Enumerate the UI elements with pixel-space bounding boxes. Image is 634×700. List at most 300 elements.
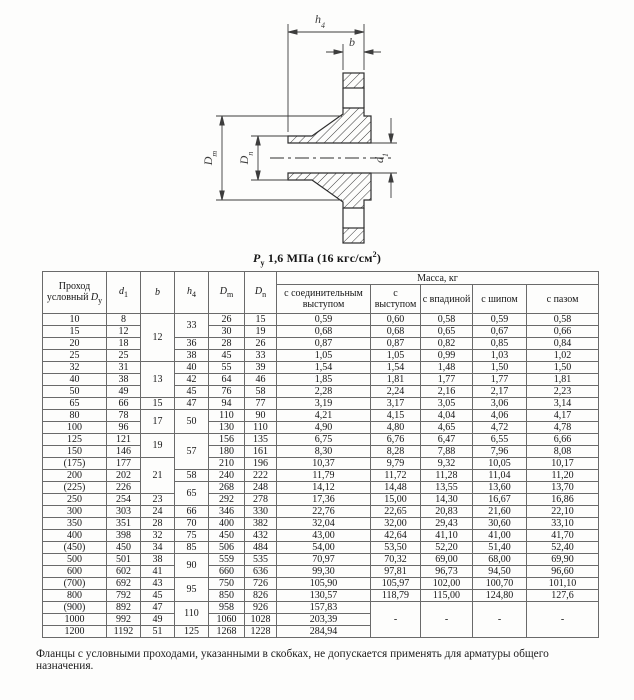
table-cell: 121: [107, 434, 141, 446]
table-cell: 0,84: [527, 338, 599, 350]
table-cell: 1028: [245, 614, 277, 626]
table-row: [43, 446, 599, 458]
table-cell: 76: [209, 386, 245, 398]
table-cell: 14,48: [371, 482, 421, 494]
table-cell: 17: [141, 410, 175, 434]
table-cell: 4,65: [421, 422, 473, 434]
table-cell: 69,90: [527, 554, 599, 566]
table-cell: -: [527, 602, 599, 638]
table-cell: 4,15: [371, 410, 421, 422]
table-cell: 0,60: [371, 314, 421, 326]
table-cell: 38: [141, 554, 175, 566]
header-mass-col: с пазом: [527, 285, 599, 314]
table-cell: 826: [245, 590, 277, 602]
table-cell: 240: [209, 470, 245, 482]
table-cell: 42: [175, 374, 209, 386]
header-dy: Проход условный $D_у$: [43, 272, 107, 314]
table-cell: 750: [209, 578, 245, 590]
table-cell: 222: [245, 470, 277, 482]
table-cell: 2,28: [277, 386, 371, 398]
table-cell: -: [371, 602, 421, 638]
table-cell: 24: [141, 506, 175, 518]
dimension-d1: [371, 118, 397, 198]
svg-text:h4: $h_4$: [315, 12, 325, 30]
table-row: [43, 506, 599, 518]
table-cell: (900): [43, 602, 107, 614]
table-cell: 124,80: [473, 590, 527, 602]
svg-text:Dm: $D_m$: [201, 150, 219, 166]
table-cell: 268: [209, 482, 245, 494]
table-cell: 1,81: [527, 374, 599, 386]
table-cell: 303: [107, 506, 141, 518]
table-cell: 1,50: [473, 362, 527, 374]
table-cell: 382: [245, 518, 277, 530]
table-cell: 4,78: [527, 422, 599, 434]
table-cell: 127,6: [527, 590, 599, 602]
table-cell: 41,00: [473, 530, 527, 542]
table-cell: 94,50: [473, 566, 527, 578]
table-cell: 284,94: [277, 626, 371, 638]
table-cell: 52,20: [421, 542, 473, 554]
table-cell: 15: [141, 398, 175, 410]
table-cell: 8: [107, 314, 141, 326]
table-cell: 1,77: [473, 374, 527, 386]
table-cell: 29,43: [421, 518, 473, 530]
table-cell: 0,82: [421, 338, 473, 350]
table-cell: 6,66: [527, 434, 599, 446]
table-cell: 292: [209, 494, 245, 506]
table-cell: 9,79: [371, 458, 421, 470]
table-cell: (175): [43, 458, 107, 470]
table-cell: 96: [107, 422, 141, 434]
table-cell: 0,66: [527, 326, 599, 338]
table-row: [43, 398, 599, 410]
table-cell: 4,06: [473, 410, 527, 422]
svg-text:b: b: [349, 35, 355, 49]
table-cell: 432: [245, 530, 277, 542]
table-cell: 13,55: [421, 482, 473, 494]
header-h4: $h_4$: [175, 272, 209, 314]
table-cell: 45: [175, 386, 209, 398]
table-cell: 13,60: [473, 482, 527, 494]
table-cell: 800: [43, 590, 107, 602]
pressure-caption: $P_у$ 1,6 МПа (16 кгс/$см^2$): [252, 250, 382, 268]
table-cell: 14,12: [277, 482, 371, 494]
table-cell: 660: [209, 566, 245, 578]
table-cell: 4,04: [421, 410, 473, 422]
table-cell: 3,14: [527, 398, 599, 410]
table-cell: 39: [245, 362, 277, 374]
table-cell: 4,72: [473, 422, 527, 434]
table-cell: 45: [209, 350, 245, 362]
table-row: [43, 362, 599, 374]
table-row: [43, 542, 599, 554]
table-header: [43, 272, 599, 314]
table-cell: 18: [107, 338, 141, 350]
table-cell: 90: [245, 410, 277, 422]
table-cell: 54,00: [277, 542, 371, 554]
footnote: Фланцы с условными проходами, указанными в скобках, не допускается применять для арматуры общего назначения.: [36, 648, 549, 673]
header-mass-col: с шипом: [473, 285, 527, 314]
table-cell: 203,39: [277, 614, 371, 626]
table-cell: 47: [175, 398, 209, 410]
table-cell: 32: [141, 530, 175, 542]
header-mass-col: с впадиной: [421, 285, 473, 314]
table-row: [43, 326, 599, 338]
table-cell: 450: [107, 542, 141, 554]
table-row: [43, 578, 599, 590]
svg-text:Dn: $D_n$: [237, 151, 255, 165]
table-cell: 602: [107, 566, 141, 578]
table-cell: 26: [245, 338, 277, 350]
table-cell: 110: [209, 410, 245, 422]
table-cell: 210: [209, 458, 245, 470]
table-cell: 20,83: [421, 506, 473, 518]
table-cell: 1,50: [527, 362, 599, 374]
table-cell: 1,81: [371, 374, 421, 386]
table-cell: 38: [175, 350, 209, 362]
table-cell: 90: [175, 554, 209, 578]
table-cell: 6,76: [371, 434, 421, 446]
table-cell: 100: [43, 422, 107, 434]
table-cell: 66: [175, 506, 209, 518]
table-cell: 23: [141, 494, 175, 506]
table-cell: 50: [43, 386, 107, 398]
table-cell: 559: [209, 554, 245, 566]
table-cell: -: [473, 602, 527, 638]
table-cell: 9,32: [421, 458, 473, 470]
table-cell: 792: [107, 590, 141, 602]
table-cell: 38: [107, 374, 141, 386]
header-dn: $D_n$: [245, 272, 277, 314]
table-row: [43, 602, 599, 614]
table-cell: 21,60: [473, 506, 527, 518]
table-cell: 726: [245, 578, 277, 590]
table-cell: 484: [245, 542, 277, 554]
table-row: [43, 422, 599, 434]
table-cell: 46: [245, 374, 277, 386]
table-cell: 105,90: [277, 578, 371, 590]
table-cell: 50: [175, 410, 209, 434]
table-cell: 248: [245, 482, 277, 494]
table-cell: 196: [245, 458, 277, 470]
table-cell: 78: [107, 410, 141, 422]
header-mass-col: с выступом: [371, 285, 421, 314]
table-cell: 0,68: [277, 326, 371, 338]
table-cell: 161: [245, 446, 277, 458]
table-cell: 200: [43, 470, 107, 482]
table-cell: 346: [209, 506, 245, 518]
table-cell: 6,75: [277, 434, 371, 446]
table-cell: 11,72: [371, 470, 421, 482]
table-cell: 20: [43, 338, 107, 350]
table-cell: 16,86: [527, 494, 599, 506]
table-cell: 8,30: [277, 446, 371, 458]
flange-dimensions-table: [42, 271, 599, 638]
table-row: [43, 566, 599, 578]
table-cell: 180: [209, 446, 245, 458]
table-cell: 1060: [209, 614, 245, 626]
table-cell: 4,80: [371, 422, 421, 434]
table-cell: 1,05: [277, 350, 371, 362]
table-cell: 11,79: [277, 470, 371, 482]
table-row: [43, 458, 599, 470]
table-cell: 64: [209, 374, 245, 386]
header-mass-group: Масса, кг: [277, 272, 599, 285]
table-cell: 12: [141, 314, 175, 362]
table-cell: 202: [107, 470, 141, 482]
table-cell: 350: [43, 518, 107, 530]
table-cell: 1000: [43, 614, 107, 626]
table-cell: 26: [209, 314, 245, 326]
table-cell: 85: [175, 542, 209, 554]
table-cell: 157,83: [277, 602, 371, 614]
table-cell: 42,64: [371, 530, 421, 542]
table-cell: 22,76: [277, 506, 371, 518]
table-cell: 45: [141, 590, 175, 602]
table-cell: 400: [43, 530, 107, 542]
table-cell: 31: [107, 362, 141, 374]
table-cell: 25: [107, 350, 141, 362]
table-cell: 125: [175, 626, 209, 638]
table-row: [43, 434, 599, 446]
table-cell: 226: [107, 482, 141, 494]
table-cell: 0,87: [277, 338, 371, 350]
table-row: [43, 470, 599, 482]
table-cell: -: [421, 602, 473, 638]
table-cell: 115,00: [421, 590, 473, 602]
table-cell: 65: [175, 482, 209, 506]
table-cell: 13: [141, 362, 175, 398]
table-cell: 130,57: [277, 590, 371, 602]
table-cell: 75: [175, 530, 209, 542]
table-cell: 28: [209, 338, 245, 350]
table-cell: 4,21: [277, 410, 371, 422]
table-cell: 101,10: [527, 578, 599, 590]
header-b: b: [141, 272, 175, 314]
table-cell: 146: [107, 446, 141, 458]
table-cell: 1,85: [277, 374, 371, 386]
table-cell: 14,30: [421, 494, 473, 506]
table-cell: 1,05: [371, 350, 421, 362]
table-cell: 300: [43, 506, 107, 518]
table-cell: 110: [245, 422, 277, 434]
table-cell: 51: [141, 626, 175, 638]
table-cell: 41,10: [421, 530, 473, 542]
table-cell: 600: [43, 566, 107, 578]
table-cell: 535: [245, 554, 277, 566]
table-body: [43, 314, 599, 638]
table-cell: 36: [175, 338, 209, 350]
table-cell: 0,59: [473, 314, 527, 326]
table-cell: 10,05: [473, 458, 527, 470]
table-cell: 58: [245, 386, 277, 398]
table-cell: 3,05: [421, 398, 473, 410]
table-cell: 130: [209, 422, 245, 434]
svg-text:d1: $d_1$: [372, 153, 390, 163]
pressure-symbol: P: [252, 251, 261, 265]
table-cell: 6,47: [421, 434, 473, 446]
table-cell: 0,58: [421, 314, 473, 326]
table-cell: 40: [43, 374, 107, 386]
table-cell: 25: [43, 350, 107, 362]
table-cell: 15,00: [371, 494, 421, 506]
header-d1: $d_1$: [107, 272, 141, 314]
table-cell: 500: [43, 554, 107, 566]
table-cell: 0,99: [421, 350, 473, 362]
table-cell: 118,79: [371, 590, 421, 602]
table-row: [43, 314, 599, 326]
table-cell: 400: [209, 518, 245, 530]
table-cell: 1,02: [527, 350, 599, 362]
table-cell: 330: [245, 506, 277, 518]
table-cell: 0,67: [473, 326, 527, 338]
table-cell: 49: [141, 614, 175, 626]
table-cell: 57: [175, 434, 209, 470]
table-cell: 97,81: [371, 566, 421, 578]
table-cell: 10,17: [527, 458, 599, 470]
table-cell: 95: [175, 578, 209, 602]
table-cell: 16,67: [473, 494, 527, 506]
table-cell: 15: [245, 314, 277, 326]
table-cell: 1,54: [371, 362, 421, 374]
table-cell: 40: [175, 362, 209, 374]
table-cell: 926: [245, 602, 277, 614]
table-cell: 33: [175, 314, 209, 338]
table-cell: 11,28: [421, 470, 473, 482]
table-cell: 47: [141, 602, 175, 614]
table-cell: 177: [107, 458, 141, 470]
table-cell: 28: [141, 518, 175, 530]
table-cell: 1200: [43, 626, 107, 638]
table-row: [43, 410, 599, 422]
table-cell: 8,28: [371, 446, 421, 458]
table-cell: 1192: [107, 626, 141, 638]
table-cell: 3,06: [473, 398, 527, 410]
table-cell: 1,48: [421, 362, 473, 374]
table-cell: 3,19: [277, 398, 371, 410]
table-cell: 22,65: [371, 506, 421, 518]
table-cell: 0,87: [371, 338, 421, 350]
table-row: [43, 350, 599, 362]
table-cell: 1268: [209, 626, 245, 638]
table-cell: 68,00: [473, 554, 527, 566]
table-cell: 99,30: [277, 566, 371, 578]
table-cell: 692: [107, 578, 141, 590]
table-cell: 450: [209, 530, 245, 542]
table-cell: 156: [209, 434, 245, 446]
table-cell: 102,00: [421, 578, 473, 590]
table-cell: 992: [107, 614, 141, 626]
table-cell: (450): [43, 542, 107, 554]
table-cell: (700): [43, 578, 107, 590]
table-cell: 1,77: [421, 374, 473, 386]
table-row: [43, 482, 599, 494]
table-cell: 21: [141, 458, 175, 494]
table-cell: 33,10: [527, 518, 599, 530]
table-row: [43, 494, 599, 506]
table-cell: 32: [43, 362, 107, 374]
table-cell: 32,04: [277, 518, 371, 530]
table-cell: 34: [141, 542, 175, 554]
table-cell: 80: [43, 410, 107, 422]
table-cell: 53,50: [371, 542, 421, 554]
table-cell: 30: [209, 326, 245, 338]
table-row: [43, 530, 599, 542]
table-cell: 22,10: [527, 506, 599, 518]
table-cell: 13,70: [527, 482, 599, 494]
table-cell: 850: [209, 590, 245, 602]
table-cell: 32,00: [371, 518, 421, 530]
table-cell: 2,23: [527, 386, 599, 398]
dimension-b: [326, 35, 381, 70]
table-cell: 3,17: [371, 398, 421, 410]
table-cell: 41,70: [527, 530, 599, 542]
table-cell: 41: [141, 566, 175, 578]
table-cell: 105,97: [371, 578, 421, 590]
table-cell: 506: [209, 542, 245, 554]
table-cell: 96,60: [527, 566, 599, 578]
table-row: [43, 590, 599, 602]
table-cell: 17,36: [277, 494, 371, 506]
table-cell: 70,32: [371, 554, 421, 566]
table-cell: 19: [141, 434, 175, 458]
table-row: [43, 374, 599, 386]
table-cell: 49: [107, 386, 141, 398]
table-cell: 8,08: [527, 446, 599, 458]
table-cell: 398: [107, 530, 141, 542]
table-cell: 135: [245, 434, 277, 446]
table-cell: 2,24: [371, 386, 421, 398]
table-cell: 0,85: [473, 338, 527, 350]
table-cell: 10: [43, 314, 107, 326]
table-cell: 110: [175, 602, 209, 626]
table-cell: 501: [107, 554, 141, 566]
table-cell: 0,58: [527, 314, 599, 326]
table-row: [43, 386, 599, 398]
table-cell: 100,70: [473, 578, 527, 590]
table-cell: 4,90: [277, 422, 371, 434]
table-cell: 12: [107, 326, 141, 338]
table-cell: 43,00: [277, 530, 371, 542]
table-cell: 278: [245, 494, 277, 506]
table-cell: 7,88: [421, 446, 473, 458]
table-cell: 19: [245, 326, 277, 338]
table-cell: 1,03: [473, 350, 527, 362]
table-cell: 254: [107, 494, 141, 506]
table-cell: 2,16: [421, 386, 473, 398]
table-cell: 15: [43, 326, 107, 338]
table-cell: 33: [245, 350, 277, 362]
table-cell: 65: [43, 398, 107, 410]
table-cell: 636: [245, 566, 277, 578]
table-cell: 55: [209, 362, 245, 374]
table-row: [43, 554, 599, 566]
header-dm: $D_m$: [209, 272, 245, 314]
table-cell: 10,37: [277, 458, 371, 470]
table-cell: 150: [43, 446, 107, 458]
table-cell: 52,40: [527, 542, 599, 554]
table-cell: 0,68: [371, 326, 421, 338]
table-cell: 0,65: [421, 326, 473, 338]
table-cell: 958: [209, 602, 245, 614]
flange-section-svg: [0, 0, 634, 248]
table-cell: 43: [141, 578, 175, 590]
table-cell: 11,20: [527, 470, 599, 482]
table-cell: 125: [43, 434, 107, 446]
table-cell: 66: [107, 398, 141, 410]
table-cell: 892: [107, 602, 141, 614]
